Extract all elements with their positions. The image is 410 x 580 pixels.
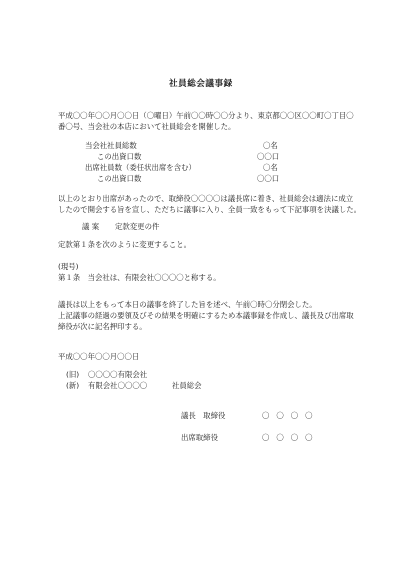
document-title: 社員総会議事録 bbox=[169, 79, 233, 89]
chair-signature-placeholder: 〇〇〇〇 bbox=[262, 411, 320, 420]
assembly-name: 社員総会 bbox=[172, 381, 202, 390]
agenda-title: 定款変更の件 bbox=[115, 222, 160, 231]
closing-line-1: 議長は以上をもって本日の議事を終了した旨を述べ、午前〇時〇分閉会した。 bbox=[58, 300, 317, 309]
count-label: 出席社員数（委任状出席を含む） bbox=[85, 163, 196, 172]
new-company-name: 有限会社〇〇〇〇 bbox=[88, 381, 148, 390]
old-company-name: 〇〇〇〇有限会社 bbox=[88, 370, 148, 379]
resolution-line-2: したので開会する旨を宣し、ただちに議事に入り、全員一致をもって下記事項を決議した。 bbox=[58, 205, 362, 214]
count-value: 〇〇口 bbox=[257, 174, 280, 183]
resolution-line-1: 以上のとおり出席があったので、取締役〇〇〇〇は議長席に着き、社員総会は適法に成立 bbox=[58, 194, 354, 203]
count-value: 〇名 bbox=[263, 141, 278, 150]
article-line: 第１条 当会社は、有限会社〇〇〇〇と称する。 bbox=[58, 273, 221, 282]
chair-signature-label: 議長 取締役 bbox=[181, 411, 226, 420]
count-label: この出資口数 bbox=[97, 152, 142, 161]
closing-line-2: 上記議事の経過の要領及びその結果を明確にするため本議事録を作成し、議長及び出席取 bbox=[58, 311, 354, 320]
closing-line-3: 締役が次に記名押印する。 bbox=[58, 322, 147, 331]
director-signature-name bbox=[262, 433, 320, 443]
count-value: 〇名 bbox=[263, 163, 278, 172]
director-signature-label: 出席取締役 bbox=[181, 433, 218, 442]
intro-line-2: 番〇号、当会社の本店において社員総会を開催した。 bbox=[58, 122, 236, 131]
director-signature-placeholder: 〇〇〇〇 bbox=[262, 433, 320, 442]
amendment-line: 定款第１条を次のように変更すること。 bbox=[58, 240, 192, 249]
count-label: 当会社社員総数 bbox=[85, 141, 137, 150]
chair-signature-name bbox=[262, 411, 320, 421]
old-name-label: (旧) bbox=[66, 370, 80, 379]
count-value: 〇〇口 bbox=[257, 152, 280, 161]
count-label: この出資口数 bbox=[97, 174, 142, 183]
document-date: 平成〇〇年〇〇月〇〇日 bbox=[58, 352, 140, 361]
revised-label: (現号) bbox=[58, 262, 79, 271]
agenda-label: 議 案 bbox=[82, 222, 100, 231]
intro-line-1: 平成〇〇年〇〇月〇〇日（〇曜日）午前〇〇時〇〇分より、東京都〇〇区〇〇町〇丁目〇 bbox=[58, 111, 354, 120]
new-name-label: (新) bbox=[66, 381, 80, 390]
